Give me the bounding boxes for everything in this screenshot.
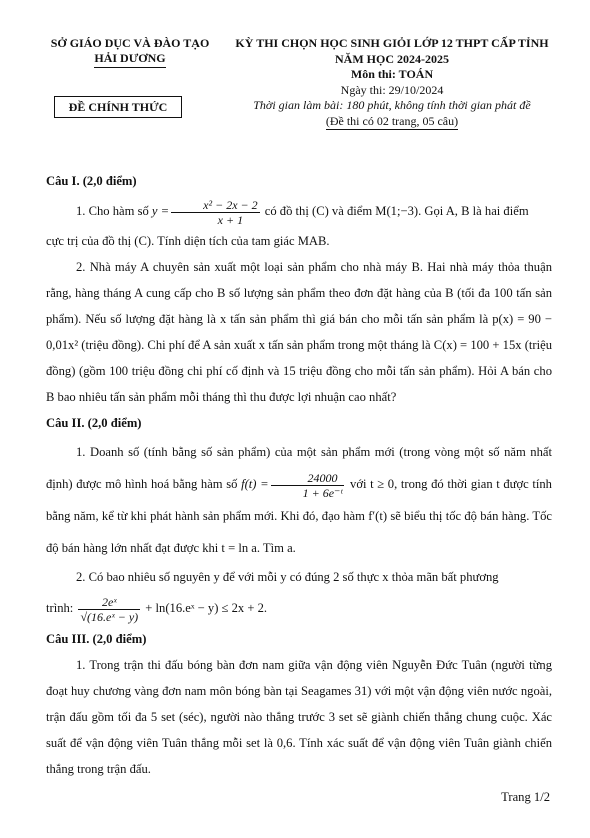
page-info: (Đề thi có 02 trang, 05 câu) (326, 114, 458, 131)
question-2-title: Câu II. (2,0 điểm) (46, 416, 142, 430)
department-header (40, 36, 220, 68)
question-2-part-1 (46, 436, 552, 564)
question-1-part-1 (46, 194, 552, 228)
exam-body (46, 168, 552, 782)
question-1-part-1-cont: cực trị của đồ thị (C). Tính diện tích của tam giác MAB. (46, 234, 330, 248)
exam-header (222, 36, 562, 130)
official-badge: ĐỀ CHÍNH THỨC (54, 96, 182, 118)
q2-func-denominator: 1 + 6e⁻ᵗ (302, 485, 343, 500)
question-3-title: Câu III. (2,0 điểm) (46, 632, 147, 646)
province-name: HẢI DƯƠNG (94, 51, 165, 68)
q2-ineq-denominator: √(16.eˣ − y) (80, 609, 139, 624)
question-1-part-2: 2. Nhà máy A chuyên sản xuất một loại sản phẩm cho nhà máy B. Hai nhà máy thỏa thuận rằng, hàng tháng A cung cấp cho B số lượng sản phẩm theo đơn đặt hàng của B (tối đa 100 tấn sản phẩm). Nếu số lượng đặt hàng là x tấn sản phẩm thì giá bán cho mỗi tấn sản phẩm là p(x) = 90 − 0,01x² (triệu đồng). Chi phí để A sản xuất x tấn sản phẩm trong một tháng là C(x) = 100 + 15x (triệu đồng) (gồm 100 triệu đồng chi phí cố định và 15 triệu đồng cho mỗi tấn sản phẩm). Hỏi A bán cho B bao nhiêu tấn sản phẩm mỗi tháng thì thu được lợi nhuận cao nhất? (46, 260, 552, 404)
q2-p2-rest: + ln(16.eˣ − y) ≤ 2x + 2. (142, 601, 268, 615)
question-2-part-2: 2. Có bao nhiêu số nguyên y để với mỗi y có đúng 2 số thực x thỏa mãn bất phương (76, 570, 499, 584)
question-1-title: Câu I. (2,0 điểm) (46, 174, 137, 188)
q2-func-numerator: 24000 (271, 471, 345, 486)
q2-inequality-fraction (78, 595, 140, 624)
subject: Môn thi: TOÁN (350, 67, 434, 81)
question-2-inequality (46, 590, 552, 626)
page-number: Trang 1/2 (501, 790, 550, 804)
exam-date: Ngày thi: 29/10/2024 (340, 82, 444, 97)
q2-ineq-numerator: 2eˣ (78, 595, 140, 610)
q1-p1-rest: có đồ thị (C) và điểm M(1;−3). Gọi A, B là hai điểm (261, 204, 529, 218)
q2-function-fraction (271, 471, 345, 500)
department-name: SỞ GIÁO DỤC VÀ ĐÀO TẠO (50, 36, 210, 50)
q1-func-numerator: x² − 2x − 2 (171, 198, 259, 213)
q2-p2-lead: trình: (46, 601, 77, 615)
exam-title: KỲ THI CHỌN HỌC SINH GIỎI LỚP 12 THPT CẤP TỈNH (235, 36, 549, 50)
q1-func-denominator: x + 1 (217, 212, 244, 227)
q1-p1-lead: 1. Cho hàm số (76, 204, 152, 218)
school-year: NĂM HỌC 2024-2025 (335, 51, 449, 66)
q1-function-fraction (171, 198, 259, 227)
q1-func-lhs: y = (151, 204, 170, 218)
time-limit: Thời gian làm bài: 180 phút, không tính thời gian phát đề (253, 98, 531, 112)
question-3-part-1: 1. Trong trận thi đấu bóng bàn đơn nam giữa vận động viên Nguyễn Đức Tuân (người từng đoạt huy chương vàng đơn nam môn bóng bàn tại Seagames 31) với một vận động viên nước ngoài, trận đấu gồm tối đa 5 set (séc), người nào thắng trước 3 set sẽ giành chiến thắng chung cuộc. Xác suất để vận động viên Tuân thắng mỗi set là 0,6. Tính xác suất để vận động viên Tuân giành chiến thắng trong trận đấu. (46, 658, 552, 776)
q2-func-lhs: f(t) = (241, 477, 269, 491)
q2-p1-rest: với t ≥ 0, trong đó thời gian t được tính bằng năm, kể từ khi phát hành sản phẩm mới. Khi đó, đạo hàm f′(t) sẽ biểu thị tốc độ bán hàng. Tốc độ bán hàng lớn nhất đạt được khi t = ln a. Tìm a. (46, 477, 552, 555)
q2-p1-lead: 1. Doanh số (tính bằng số sản phẩm) của một sản phẩm mới (trong vòng một số năm nhất định) được mô hình hoá bằng hàm số (46, 445, 552, 491)
